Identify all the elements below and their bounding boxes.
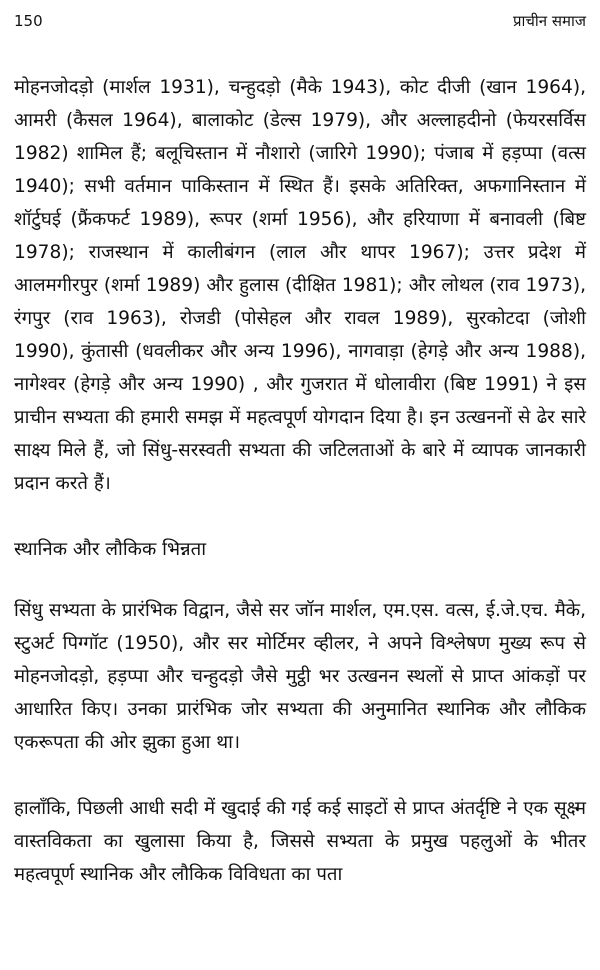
page-header xyxy=(14,10,586,32)
paragraph-spacer xyxy=(14,500,586,533)
paragraph-recent-insights: हालाँकि, पिछली आधी सदी में खुदाई की गई कई साइटों से प्राप्त अंतर्दृष्टि ने एक सूक्ष्म वास्तविकता का खुलासा किया है, जिससे सभ्यता के प्रमुख पहलुओं के भीतर महत्वपूर्ण स्थानिक और लौकिक विविधता का पता xyxy=(14,798,586,885)
paragraph-spacer xyxy=(14,759,586,792)
paragraph-spacer xyxy=(14,566,586,594)
page-body xyxy=(14,71,586,891)
paragraph-excavations: मोहनजोदड़ो (मार्शल 1931), चन्हुदड़ो (मैके 1943), कोट दीजी (खान 1964), आमरी (कैसल 1964), बालाकोट (डेल्स 1979), और अल्लाहदीनो (फेयरसर्विस 1982) शामिल हैं; बलूचिस्तान में नौशारो (जारिगे 1990); पंजाब में हड़प्पा (वत्स 1940); सभी वर्तमान पाकिस्तान में स्थित हैं। इसके अतिरिक्त, अफगानिस्तान में शॉर्टुघई (फ्रैंकफर्ट 1989), रूपर (शर्मा 1956), और हरियाणा में बनावली (बिष्ट 1978); राजस्थान में कालीबंगन (लाल और थापर 1967); उत्तर प्रदेश में आलमगीरपुर (शर्मा 1989) और हुलास (दीक्षित 1981); और लोथल (राव 1973), रंगपुर (राव 1963), रोजडी (पोसेहल और रावल 1989), सुरकोटदा (जोशी 1990), कुंतासी (धवलीकर और अन्य 1996), नागवाड़ा (हेगड़े और अन्य 1988), नागेश्वर (हेगड़े और अन्य 1990) , और गुजरात में धोलावीरा (बिष्ट 1991) ने इस प्राचीन सभ्यता की हमारी समझ में महत्वपूर्ण योगदान दिया है। इन उत्खननों से ढेर सारे साक्ष्य मिले हैं, जो सिंधु-सरस्वती सभ्यता की जटिलताओं के बारे में व्यापक जानकारी प्रदान करते हैं। xyxy=(14,77,586,494)
page-number: 150 xyxy=(14,12,43,30)
section-heading: स्थानिक और लौकिक भिन्नता xyxy=(14,539,207,560)
paragraph-early-scholars: सिंधु सभ्यता के प्रारंभिक विद्वान, जैसे सर जॉन मार्शल, एम.एस. वत्स, ई.जे.एच. मैके, स्टुअर्ट पिग्गॉट (1950), और सर मोर्टिमर व्हीलर, ने अपने विश्लेषण मुख्य रूप से मोहनजोदड़ो, हड़प्पा और चन्हुदड़ो जैसे मुट्ठी भर उत्खनन स्थलों से प्राप्त आंकड़ों पर आधारित किए। उनका प्रारंभिक जोर सभ्यता की अनुमानित स्थानिक और लौकिक एकरूपता की ओर झुका हुआ था। xyxy=(14,600,586,753)
running-title: प्राचीन समाज xyxy=(512,12,586,30)
